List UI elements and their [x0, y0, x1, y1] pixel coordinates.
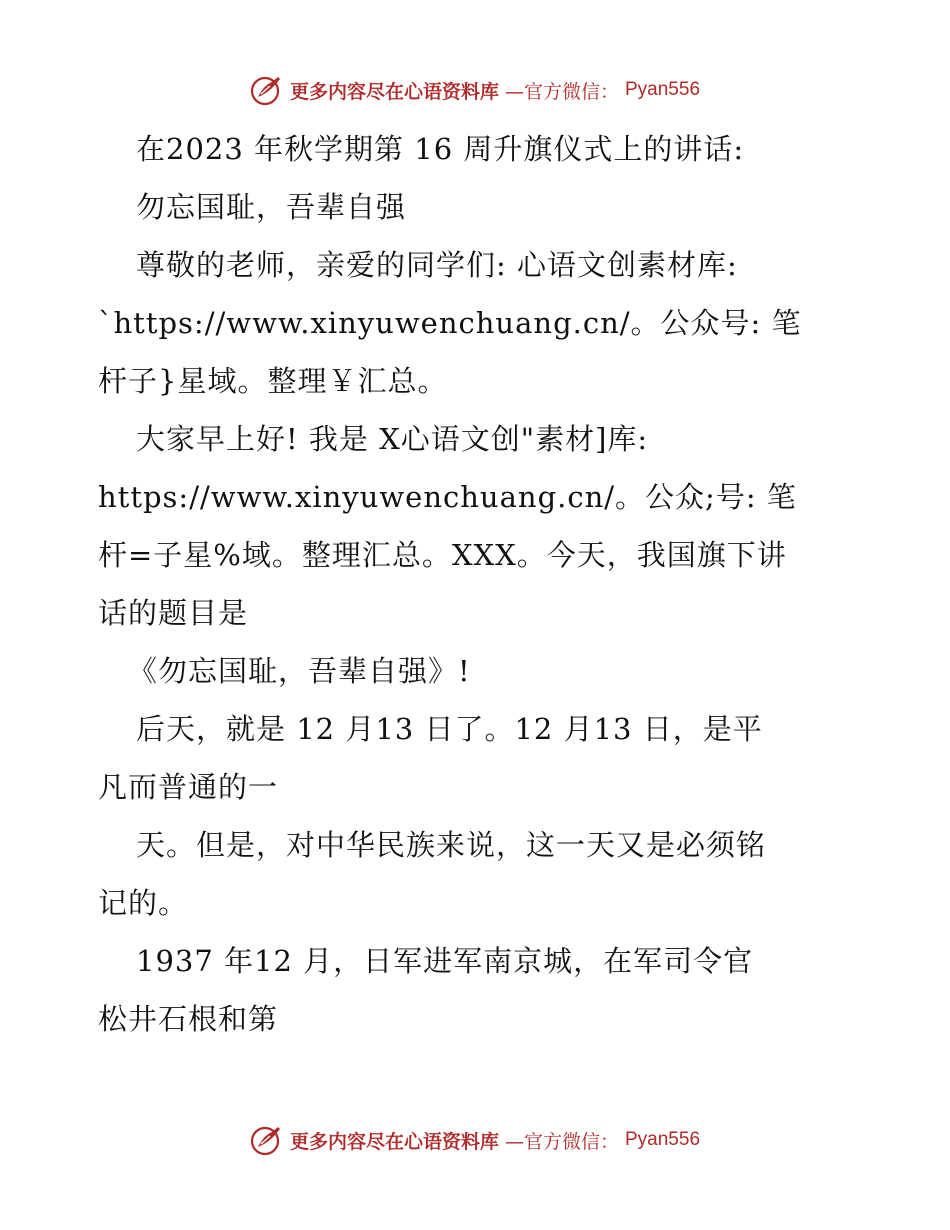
doc-line-5: 杆子}星域。整理￥汇总。 — [98, 364, 448, 398]
doc-line-7: https://www.xinyuwenchuang.cn/。公众;号: 笔 — [98, 480, 797, 514]
header-banner-main: 更多内容尽在心语资料库 — [289, 80, 499, 103]
footer-banner-main: 更多内容尽在心语资料库 — [289, 1130, 499, 1153]
doc-line-2: 勿忘国耻，吾辈自强 — [136, 190, 407, 224]
doc-line-11: 后天，就是 12 月13 日了。12 月13 日，是平 — [136, 712, 763, 746]
footer-banner — [0, 1120, 950, 1160]
pen-logo-icon — [250, 1123, 284, 1157]
pen-logo-icon — [250, 73, 284, 107]
doc-line-16: 松井石根和第 — [98, 1002, 279, 1036]
doc-line-12: 凡而普通的一 — [98, 770, 279, 804]
doc-line-13: 天。但是，对中华民族来说，这一天又是必须铭 — [136, 828, 767, 862]
doc-line-1: 在2023 年秋学期第 16 周升旗仪式上的讲话: — [136, 132, 745, 166]
footer-banner-sub: —官方微信： — [504, 1130, 619, 1153]
document-body — [98, 120, 858, 1048]
doc-line-8: 杆=子星%域。整理汇总。XXX。今天，我国旗下讲 — [98, 538, 787, 572]
header-banner-id: Pyan556 — [625, 79, 701, 100]
doc-line-3: 尊敬的老师，亲爱的同学们: 心语文创素材库: — [136, 248, 738, 282]
footer-banner-id: Pyan556 — [625, 1129, 701, 1150]
doc-line-4: `https://www.xinyuwenchuang.cn/。公众号: 笔 — [98, 306, 802, 340]
doc-line-6: 大家早上好! 我是 X心语文创"素材]库: — [136, 422, 649, 456]
doc-line-14: 记的。 — [98, 886, 189, 920]
doc-line-10: 《勿忘国耻，吾辈自强》! — [128, 654, 471, 688]
header-banner — [0, 70, 950, 110]
doc-line-15: 1937 年12 月，日军进军南京城，在军司令官 — [136, 944, 754, 978]
header-banner-sub: —官方微信： — [504, 80, 619, 103]
doc-line-9: 话的题目是 — [98, 596, 249, 630]
